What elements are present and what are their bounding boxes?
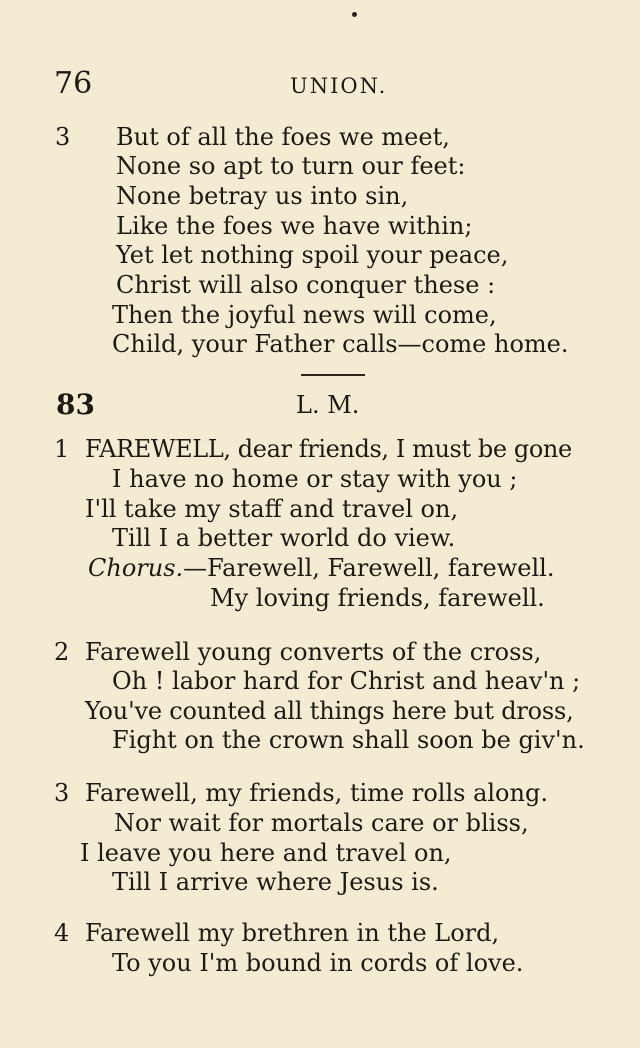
chorus-label: Chorus. bbox=[88, 554, 184, 582]
verse-line: I leave you here and travel on, bbox=[80, 839, 452, 867]
chorus-text: —Farewell, Farewell, farewell. bbox=[183, 554, 555, 582]
running-title: UNION. bbox=[290, 74, 388, 98]
stanza-number: 2 bbox=[54, 638, 70, 666]
verse-line: Yet let nothing spoil your peace, bbox=[116, 241, 509, 269]
verse-line: Oh ! labor hard for Christ and heav'n ; bbox=[112, 667, 581, 695]
hymn-number: 83 bbox=[56, 388, 95, 421]
section-divider bbox=[301, 374, 365, 376]
verse-line: None so apt to turn our feet: bbox=[116, 152, 466, 180]
verse-line: Like the foes we have within; bbox=[116, 212, 473, 240]
verse-line: I have no home or stay with you ; bbox=[112, 465, 518, 493]
stanza-number: 3 bbox=[54, 779, 70, 807]
hymn-meter: L. M. bbox=[296, 391, 360, 419]
verse-line: You've counted all things here but dross, bbox=[85, 697, 574, 725]
ink-speck bbox=[352, 12, 357, 17]
verse-line: Nor wait for mortals care or bliss, bbox=[114, 809, 529, 837]
verse-line: To you I'm bound in cords of love. bbox=[112, 949, 524, 977]
verse-line: Till I a better world do view. bbox=[112, 524, 456, 552]
verse-line: Then the joyful news will come, bbox=[112, 301, 497, 329]
stanza-number: 1 bbox=[54, 435, 70, 463]
verse-line: I'll take my staff and travel on, bbox=[85, 495, 459, 523]
verse-line: Farewell my brethren in the Lord, bbox=[85, 919, 500, 947]
page-number: 76 bbox=[54, 66, 93, 101]
verse-line: None betray us into sin, bbox=[116, 182, 409, 210]
stanza-number: 4 bbox=[54, 919, 70, 947]
verse-line: Farewell young converts of the cross, bbox=[85, 638, 542, 666]
stanza-number: 3 bbox=[55, 123, 71, 151]
chorus-line bbox=[88, 553, 554, 583]
verse-line: Fight on the crown shall soon be giv'n. bbox=[112, 726, 585, 754]
verse-line: FAREWELL, dear friends, I must be gone bbox=[85, 435, 572, 463]
verse-line: Farewell, my friends, time rolls along. bbox=[85, 779, 548, 807]
verse-line: Christ will also conquer these : bbox=[116, 271, 496, 299]
verse-line: But of all the foes we meet, bbox=[116, 123, 450, 151]
verse-line: Till I arrive where Jesus is. bbox=[112, 868, 439, 896]
verse-line: Child, your Father calls—come home. bbox=[112, 330, 569, 358]
chorus-line: My loving friends, farewell. bbox=[210, 584, 545, 612]
page-header bbox=[0, 66, 640, 106]
